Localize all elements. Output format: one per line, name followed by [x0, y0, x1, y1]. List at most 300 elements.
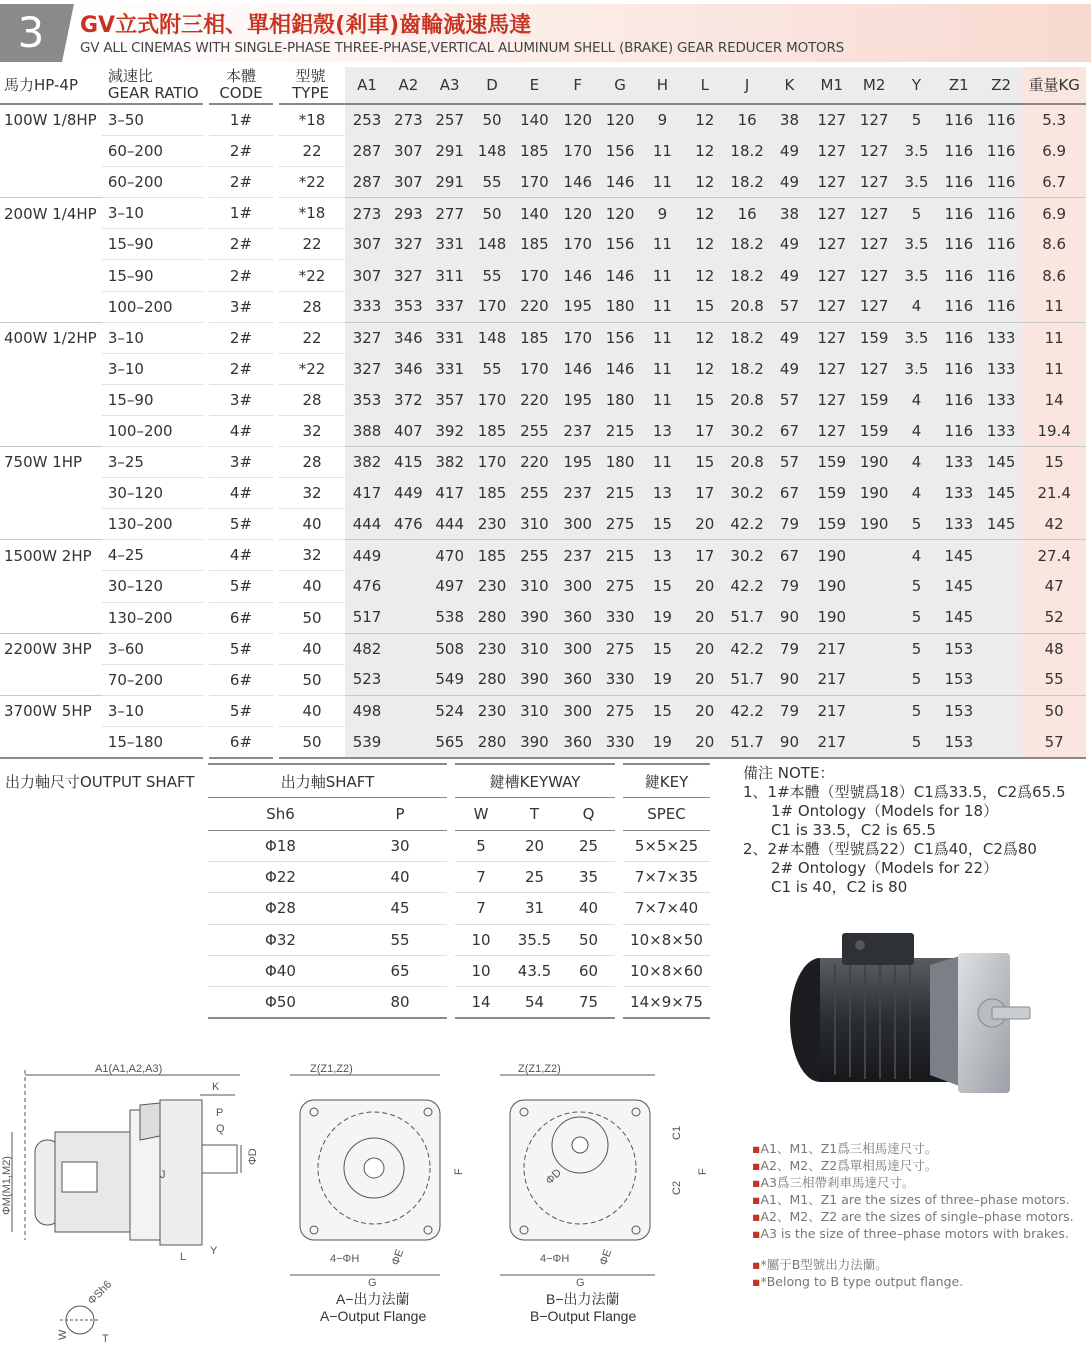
- spec-cell: 20: [684, 509, 726, 540]
- flange-b-view: [500, 1063, 709, 1324]
- spec-cell: 133: [980, 353, 1022, 384]
- svg-text:J: J: [160, 1169, 166, 1181]
- side-view: [1, 1063, 259, 1345]
- col-dim: H: [641, 67, 683, 104]
- note-line: 2# Ontology（Models for 22）: [771, 859, 999, 877]
- spec-cell: 415: [389, 447, 427, 478]
- spec-cell: 12: [684, 260, 726, 291]
- spec-cell: 67: [768, 540, 810, 571]
- weight-cell: 8.6: [1022, 260, 1086, 291]
- spec-cell: 549: [428, 664, 472, 695]
- spec-cell: 153: [938, 695, 980, 726]
- shaft-cell: 14×9×75: [623, 986, 710, 1018]
- spec-cell: 38: [768, 198, 810, 229]
- spec-cell: 140: [512, 104, 556, 136]
- spec-cell: 17: [684, 540, 726, 571]
- spec-cell: 100–200: [102, 415, 206, 446]
- spec-cell: 12: [684, 322, 726, 353]
- svg-text:T: T: [102, 1333, 109, 1345]
- spec-cell: 5: [895, 633, 937, 664]
- spec-cell: 4#: [206, 478, 277, 509]
- spec-cell: 185: [512, 322, 556, 353]
- col-dim: A3: [428, 67, 472, 104]
- spec-cell: 116: [938, 384, 980, 415]
- spec-cell: 16: [726, 104, 768, 136]
- spec-cell: 470: [428, 540, 472, 571]
- shaft-cell: 60: [562, 955, 615, 986]
- shaft-cell: 43.5: [507, 955, 562, 986]
- spec-cell: [853, 571, 895, 602]
- spec-cell: 3#: [206, 291, 277, 322]
- shaft-col-row: [208, 798, 710, 831]
- spec-cell: 50: [276, 726, 345, 758]
- spec-cell: 116: [980, 104, 1022, 136]
- spec-cell: 116: [938, 415, 980, 446]
- spec-cell: 17: [684, 415, 726, 446]
- spec-cell: 60–200: [102, 136, 206, 167]
- spec-cell: 116: [938, 104, 980, 136]
- col-dim: M1: [811, 67, 853, 104]
- spec-cell: 508: [428, 633, 472, 664]
- spec-cell: 11: [641, 229, 683, 260]
- weight-cell: 5.3: [1022, 104, 1086, 136]
- spec-cell: [980, 633, 1022, 664]
- col-w: W: [455, 798, 507, 831]
- spec-cell: 120: [557, 198, 599, 229]
- spec-cell: 6#: [206, 726, 277, 758]
- spec-cell: 307: [345, 260, 389, 291]
- weight-cell: 21.4: [1022, 478, 1086, 509]
- spec-cell: 49: [768, 322, 810, 353]
- spec-cell: 20.8: [726, 384, 768, 415]
- legend-line: ▪ A3爲三相帶剎車馬達尺寸。: [752, 1174, 1074, 1191]
- spec-cell: 300: [557, 695, 599, 726]
- spec-cell: [389, 540, 427, 571]
- col-t: T: [507, 798, 562, 831]
- spec-cell: 127: [853, 104, 895, 136]
- spec-cell: 237: [557, 478, 599, 509]
- spec-cell: 159: [853, 322, 895, 353]
- spec-cell: 360: [557, 664, 599, 695]
- spec-cell: 145: [980, 447, 1022, 478]
- hp-cell: 3700W 5HP: [0, 695, 102, 726]
- spec-table: [0, 67, 1086, 759]
- spec-cell: 449: [345, 540, 389, 571]
- svg-text:Q: Q: [216, 1123, 225, 1135]
- spec-cell: 159: [853, 384, 895, 415]
- spec-cell: 287: [345, 136, 389, 167]
- legend-line: ▪ A2、M2、Z2爲單相馬達尺寸。: [752, 1157, 1074, 1174]
- shaft-row: [208, 955, 710, 986]
- motor-product-image: [780, 925, 1040, 1095]
- hp-cell: [0, 664, 102, 695]
- group-shaft: 出力軸SHAFT: [208, 764, 447, 798]
- spec-cell: 217: [811, 664, 853, 695]
- spec-cell: 116: [980, 291, 1022, 322]
- spec-cell: [980, 664, 1022, 695]
- spec-cell: 4#: [206, 415, 277, 446]
- spec-cell: 1#: [206, 198, 277, 229]
- spec-cell: [389, 695, 427, 726]
- spec-cell: 38: [768, 104, 810, 136]
- spec-cell: 15: [684, 447, 726, 478]
- spec-cell: 133: [938, 478, 980, 509]
- spec-cell: 190: [853, 478, 895, 509]
- spec-cell: 51.7: [726, 602, 768, 633]
- svg-text:A−Output Flange: A−Output Flange: [320, 1308, 427, 1324]
- spec-cell: 6#: [206, 602, 277, 633]
- weight-cell: 11: [1022, 353, 1086, 384]
- spec-cell: 22: [276, 229, 345, 260]
- spec-cell: 140: [512, 198, 556, 229]
- spec-cell: 90: [768, 664, 810, 695]
- spec-cell: 2#: [206, 322, 277, 353]
- spec-cell: 476: [389, 509, 427, 540]
- col-dim: A2: [389, 67, 427, 104]
- output-shaft-label: 出力軸尺寸OUTPUT SHAFT: [5, 773, 195, 791]
- spec-cell: 156: [599, 136, 641, 167]
- spec-cell: 159: [811, 478, 853, 509]
- spec-cell: *18: [276, 104, 345, 136]
- page-title: GV立式附三相、單相鋁殼(剎車)齒輪減速馬達: [80, 13, 532, 38]
- spec-cell: 159: [811, 447, 853, 478]
- group-keyway: 鍵槽KEYWAY: [455, 764, 615, 798]
- spec-cell: 130–200: [102, 602, 206, 633]
- spec-cell: 42.2: [726, 509, 768, 540]
- spec-cell: 170: [557, 229, 599, 260]
- col-dim: A1: [345, 67, 389, 104]
- hp-cell: [0, 229, 102, 260]
- spec-cell: 280: [472, 726, 512, 758]
- spec-cell: 523: [345, 664, 389, 695]
- spec-cell: 291: [428, 167, 472, 198]
- svg-text:F: F: [453, 1168, 465, 1175]
- spec-cell: 170: [472, 291, 512, 322]
- spec-cell: 18.2: [726, 229, 768, 260]
- spec-cell: 230: [472, 695, 512, 726]
- spec-cell: 18.2: [726, 136, 768, 167]
- col-dim: E: [512, 67, 556, 104]
- svg-text:ΦM(M1,M2): ΦM(M1,M2): [1, 1156, 13, 1215]
- col-spec: SPEC: [623, 798, 710, 831]
- spec-cell: 127: [811, 260, 853, 291]
- spec-cell: 307: [389, 136, 427, 167]
- spec-cell: 159: [811, 509, 853, 540]
- spec-cell: 100–200: [102, 291, 206, 322]
- shaft-row: [208, 924, 710, 955]
- spec-cell: 444: [345, 509, 389, 540]
- col-dim: J: [726, 67, 768, 104]
- shaft-cell: 30: [353, 831, 447, 862]
- spec-cell: 55: [472, 167, 512, 198]
- spec-cell: 11: [641, 167, 683, 198]
- page-subtitle: GV ALL CINEMAS WITH SINGLE-PHASE THREE-PHASE,VERTICAL ALUMINUM SHELL (BRAKE) GEAR REDUCER MOTORS: [80, 40, 845, 56]
- spec-cell: 220: [512, 447, 556, 478]
- col-p: P: [353, 798, 447, 831]
- hp-cell: [0, 136, 102, 167]
- spec-cell: 327: [389, 229, 427, 260]
- spec-cell: 4#: [206, 540, 277, 571]
- shaft-cell: 75: [562, 986, 615, 1018]
- spec-cell: 17: [684, 478, 726, 509]
- spec-cell: 57: [768, 384, 810, 415]
- spec-cell: 300: [557, 509, 599, 540]
- spec-cell: 148: [472, 136, 512, 167]
- spec-cell: 311: [428, 260, 472, 291]
- spec-cell: 19: [641, 664, 683, 695]
- spec-cell: 5: [895, 571, 937, 602]
- spec-cell: 565: [428, 726, 472, 758]
- spec-cell: 159: [853, 415, 895, 446]
- svg-text:ΦE: ΦE: [597, 1247, 615, 1268]
- spec-cell: 18.2: [726, 260, 768, 291]
- weight-cell: 6.9: [1022, 198, 1086, 229]
- spec-cell: 16: [726, 198, 768, 229]
- spec-cell: 449: [389, 478, 427, 509]
- spec-cell: 20.8: [726, 291, 768, 322]
- spec-row: [0, 136, 1086, 167]
- weight-cell: 19.4: [1022, 415, 1086, 446]
- spec-cell: [389, 602, 427, 633]
- spec-cell: 116: [980, 260, 1022, 291]
- section-number: 3: [0, 4, 62, 62]
- spec-cell: 2#: [206, 229, 277, 260]
- spec-cell: 15: [641, 695, 683, 726]
- spec-cell: 360: [557, 602, 599, 633]
- note-line: 1、1#本體（型號爲18）C1爲33.5，C2爲65.5: [743, 783, 1066, 801]
- spec-cell: 3–60: [102, 633, 206, 664]
- spec-cell: 185: [512, 136, 556, 167]
- svg-text:A−出力法蘭: A−出力法蘭: [336, 1291, 410, 1307]
- note-line: 1# Ontology（Models for 18）: [771, 802, 999, 820]
- hp-cell: [0, 167, 102, 198]
- spec-cell: 392: [428, 415, 472, 446]
- shaft-cell: 35.5: [507, 924, 562, 955]
- weight-cell: 11: [1022, 322, 1086, 353]
- spec-cell: 195: [557, 384, 599, 415]
- shaft-cell: 80: [353, 986, 447, 1018]
- svg-text:ΦE: ΦE: [389, 1247, 407, 1268]
- spec-cell: 185: [512, 229, 556, 260]
- spec-cell: 337: [428, 291, 472, 322]
- weight-cell: 27.4: [1022, 540, 1086, 571]
- hp-cell: [0, 260, 102, 291]
- spec-cell: 20.8: [726, 447, 768, 478]
- svg-text:ΦD: ΦD: [543, 1166, 564, 1188]
- spec-cell: 185: [472, 540, 512, 571]
- col-weight: 重量KG: [1022, 67, 1086, 104]
- svg-text:B−Output Flange: B−Output Flange: [530, 1308, 637, 1324]
- note-line: 2、2#本體（型號爲22）C1爲40，C2爲80: [743, 840, 1037, 858]
- spec-cell: 50: [276, 664, 345, 695]
- spec-cell: 15: [684, 384, 726, 415]
- shaft-cell: 7×7×40: [623, 893, 710, 924]
- spec-cell: 2#: [206, 136, 277, 167]
- spec-cell: 120: [557, 104, 599, 136]
- svg-text:ΦD: ΦD: [247, 1148, 259, 1165]
- spec-row: [0, 322, 1086, 353]
- spec-cell: 49: [768, 136, 810, 167]
- weight-cell: 57: [1022, 726, 1086, 758]
- spec-cell: 4: [895, 415, 937, 446]
- spec-cell: 255: [512, 478, 556, 509]
- spec-cell: 390: [512, 726, 556, 758]
- spec-cell: 146: [599, 167, 641, 198]
- spec-cell: 153: [938, 633, 980, 664]
- spec-cell: 388: [345, 415, 389, 446]
- spec-cell: 291: [428, 136, 472, 167]
- spec-cell: 5: [895, 695, 937, 726]
- spec-cell: 30.2: [726, 415, 768, 446]
- spec-cell: [853, 602, 895, 633]
- spec-cell: 127: [811, 229, 853, 260]
- spec-cell: 2#: [206, 260, 277, 291]
- spec-cell: 5: [895, 726, 937, 758]
- col-dim: F: [557, 67, 599, 104]
- spec-cell: 407: [389, 415, 427, 446]
- spec-cell: 5: [895, 198, 937, 229]
- svg-text:G: G: [368, 1277, 377, 1289]
- spec-cell: 5: [895, 602, 937, 633]
- spec-cell: 353: [389, 291, 427, 322]
- spec-cell: 331: [428, 322, 472, 353]
- col-q: Q: [562, 798, 615, 831]
- hp-cell: [0, 384, 102, 415]
- spec-cell: 79: [768, 695, 810, 726]
- hp-cell: [0, 478, 102, 509]
- shaft-cell: 40: [353, 862, 447, 893]
- spec-cell: 217: [811, 633, 853, 664]
- col-sh6: Sh6: [208, 798, 353, 831]
- shaft-cell: 45: [353, 893, 447, 924]
- spec-cell: 49: [768, 167, 810, 198]
- spec-row: [0, 726, 1086, 758]
- weight-cell: 8.6: [1022, 229, 1086, 260]
- spec-cell: 280: [472, 602, 512, 633]
- spec-cell: 127: [811, 384, 853, 415]
- spec-cell: 307: [389, 167, 427, 198]
- spec-cell: 67: [768, 415, 810, 446]
- shaft-cell: Φ40: [208, 955, 353, 986]
- col-dim: Z2: [980, 67, 1022, 104]
- spec-cell: 146: [599, 260, 641, 291]
- spec-cell: 116: [938, 260, 980, 291]
- spec-cell: 280: [472, 664, 512, 695]
- spec-cell: 9: [641, 198, 683, 229]
- spec-row: [0, 571, 1086, 602]
- col-dim: Z1: [938, 67, 980, 104]
- spec-cell: 417: [428, 478, 472, 509]
- shaft-group-row: [208, 764, 710, 798]
- spec-cell: 133: [938, 509, 980, 540]
- spec-cell: 3.5: [895, 136, 937, 167]
- spec-cell: 538: [428, 602, 472, 633]
- col-dim: M2: [853, 67, 895, 104]
- spec-row: [0, 198, 1086, 229]
- shaft-cell: 55: [353, 924, 447, 955]
- spec-cell: 20: [684, 726, 726, 758]
- spec-cell: 2#: [206, 353, 277, 384]
- col-dim: L: [684, 67, 726, 104]
- spec-cell: 20: [684, 571, 726, 602]
- spec-cell: 127: [811, 291, 853, 322]
- spec-cell: 5#: [206, 633, 277, 664]
- spec-cell: 146: [557, 167, 599, 198]
- shaft-cell: 7: [455, 893, 507, 924]
- spec-cell: 273: [345, 198, 389, 229]
- col-hp: 馬力HP-4P: [0, 67, 102, 104]
- spec-cell: 13: [641, 478, 683, 509]
- spec-cell: 497: [428, 571, 472, 602]
- spec-cell: 49: [768, 229, 810, 260]
- spec-cell: 190: [811, 540, 853, 571]
- spec-cell: 3.5: [895, 167, 937, 198]
- spec-cell: 3#: [206, 384, 277, 415]
- spec-cell: 18.2: [726, 167, 768, 198]
- spec-cell: 4: [895, 540, 937, 571]
- spec-cell: 287: [345, 167, 389, 198]
- spec-cell: 5: [895, 104, 937, 136]
- shaft-cell: 25: [562, 831, 615, 862]
- weight-cell: 50: [1022, 695, 1086, 726]
- svg-text:P: P: [216, 1107, 224, 1119]
- spec-cell: 217: [811, 695, 853, 726]
- svg-text:G: G: [576, 1277, 585, 1289]
- shaft-cell: Φ50: [208, 986, 353, 1018]
- svg-text:K: K: [212, 1081, 220, 1093]
- spec-cell: 3.5: [895, 260, 937, 291]
- spec-cell: 133: [980, 384, 1022, 415]
- spec-cell: [853, 664, 895, 695]
- svg-text:W: W: [57, 1329, 69, 1340]
- weight-cell: 42: [1022, 509, 1086, 540]
- spec-cell: 116: [938, 291, 980, 322]
- spec-cell: 49: [768, 353, 810, 384]
- weight-cell: 14: [1022, 384, 1086, 415]
- spec-cell: 444: [428, 509, 472, 540]
- spec-cell: 116: [980, 167, 1022, 198]
- spec-cell: 275: [599, 695, 641, 726]
- spec-cell: 195: [557, 447, 599, 478]
- spec-cell: [980, 602, 1022, 633]
- spec-cell: 145: [938, 540, 980, 571]
- spec-cell: 237: [557, 415, 599, 446]
- svg-text:B−出力法蘭: B−出力法蘭: [546, 1291, 620, 1307]
- spec-cell: 116: [938, 353, 980, 384]
- spec-cell: 498: [345, 695, 389, 726]
- spec-cell: [389, 633, 427, 664]
- shaft-row: [208, 862, 710, 893]
- col-dim: G: [599, 67, 641, 104]
- spec-cell: 28: [276, 384, 345, 415]
- spec-cell: 2#: [206, 167, 277, 198]
- spec-cell: 130–200: [102, 509, 206, 540]
- spec-cell: 310: [512, 633, 556, 664]
- spec-cell: 32: [276, 415, 345, 446]
- shaft-cell: 10×8×50: [623, 924, 710, 955]
- spec-cell: 12: [684, 229, 726, 260]
- spec-cell: 28: [276, 291, 345, 322]
- spec-cell: 15–90: [102, 260, 206, 291]
- spec-cell: 230: [472, 633, 512, 664]
- spec-cell: 42.2: [726, 695, 768, 726]
- spec-cell: 12: [684, 104, 726, 136]
- spec-cell: 273: [389, 104, 427, 136]
- spec-cell: *22: [276, 260, 345, 291]
- shaft-cell: 14: [455, 986, 507, 1018]
- spec-cell: 30.2: [726, 540, 768, 571]
- shaft-cell: Φ28: [208, 893, 353, 924]
